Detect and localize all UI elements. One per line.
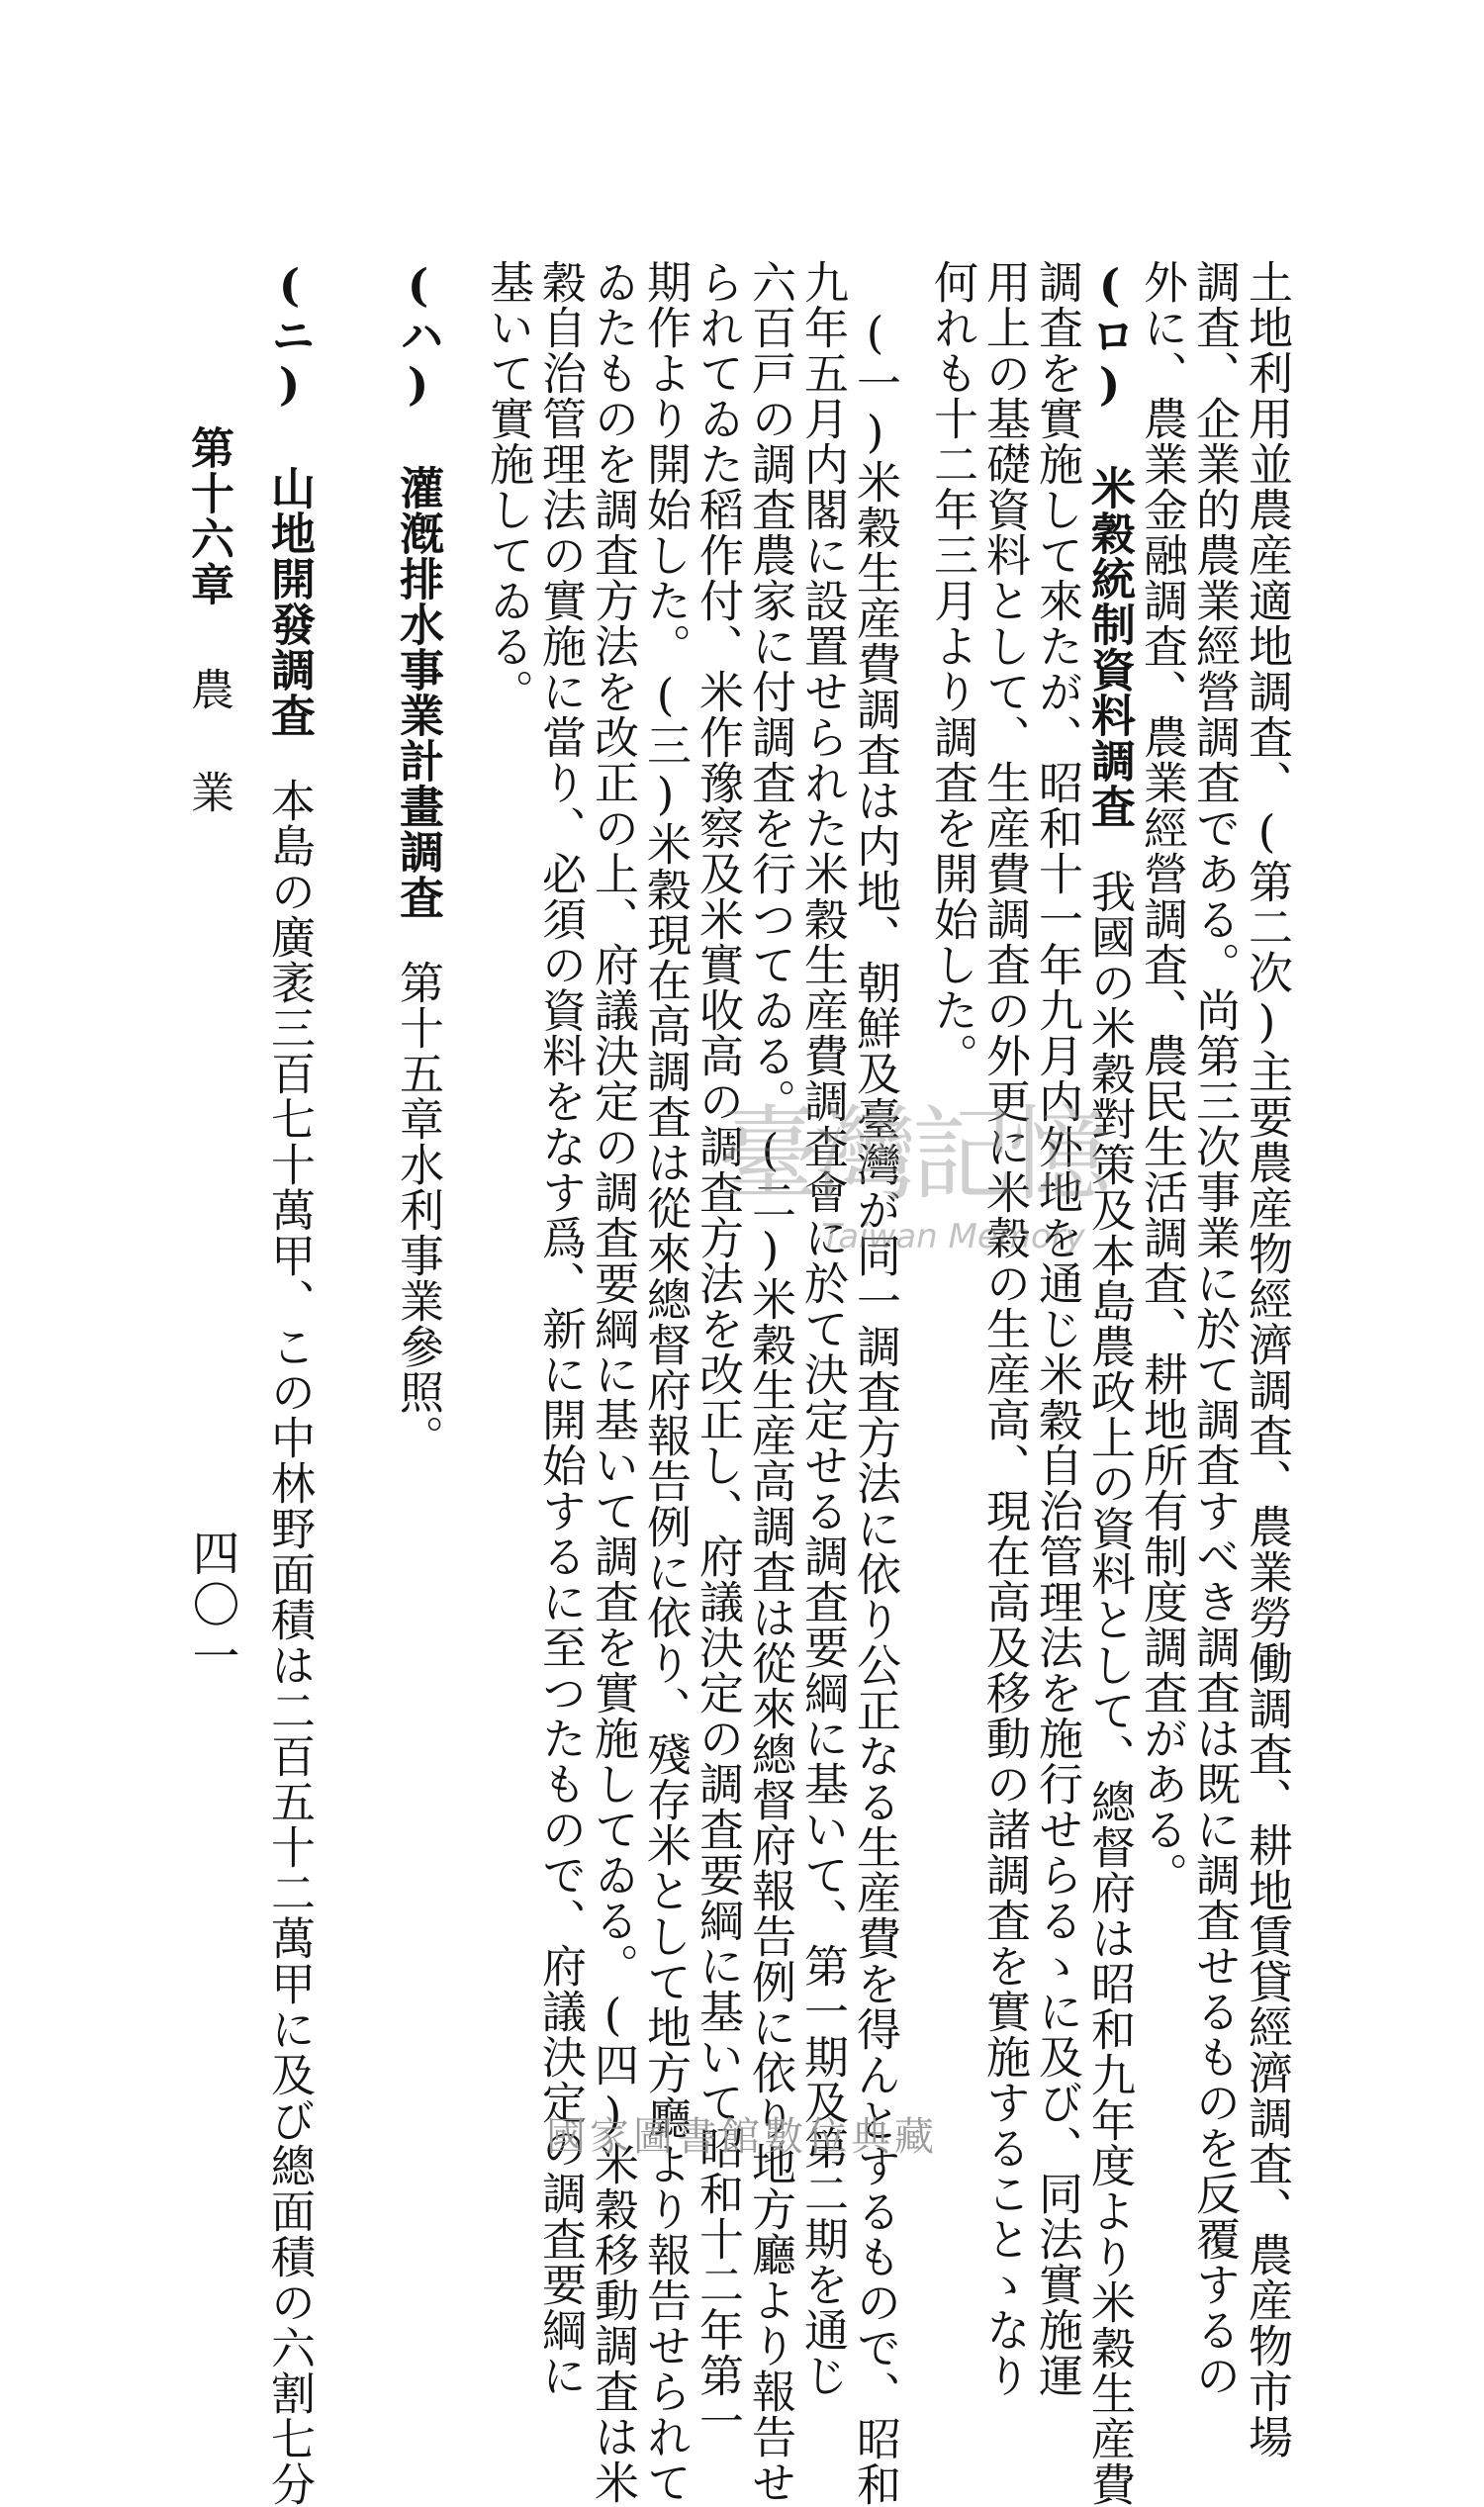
part-label-1: 農: [183, 667, 233, 710]
text-column-2: 調査、企業的農業經營調査である。尚第三次事業に於て調査すべき調査は既に調査せるものを反覆するの: [1188, 259, 1241, 2398]
text-column-8: (一)米穀生産費調査は内地、朝鮮及臺灣が同一調査方法に依り公正なる生産費を得んとするもので、昭和: [849, 307, 901, 2507]
running-head: [183, 425, 233, 2186]
text-column-14: 穀自治管理法の實施に當り、必須の資料をなす爲、新に開始するに至つたもので、府議決定の調査要綱に: [534, 259, 587, 2398]
text-column-10: 六百戸の調査農家に付調査を行つてゐる。(二)米穀生産高調査は從來總督府報告例に依り地方廳より報告せ: [744, 259, 796, 2505]
text-column-13: ゐたものを調査方法を改正の上、府議決定の調査要綱に基いて調査を實施してゐる。(四)米穀移動調査は米: [587, 259, 639, 2505]
page-number: 四〇一: [184, 1529, 239, 1683]
part-label-2: 業: [183, 770, 233, 813]
text-column-15: 基いて實施してゐる。: [482, 259, 534, 714]
column-text: 我國の米穀對策及本島農政上の資料として、總督府は昭和九年度より米穀生産費: [1083, 869, 1136, 2507]
section-heading-ha: (ハ) 灌漑排水事業計畫調査: [392, 259, 444, 920]
text-column-11: られてゐた稻作付、米作豫察及米實收高の調査方法を改正し、府議決定の調査要綱に基いて昭和十二年第一: [692, 259, 744, 2444]
text-column-17: [263, 259, 316, 2507]
watermark-english: Taiwan Memory: [821, 1217, 1085, 1256]
text-column-16: [392, 259, 444, 2020]
text-column-1: 土地利用並農産適地調査、(第二次)主要農産物經濟調査、農業勞働調査、耕地賃貸經濟調査、農産物市場: [1241, 259, 1293, 2460]
chapter-label: 第十六章: [183, 425, 233, 607]
watermark-chinese: 臺灣記憶: [717, 1094, 1106, 1215]
section-heading-ni: (ニ) 山地開發調査: [263, 259, 316, 738]
column-text: 本島の廣袤三百七十萬甲、この中林野面積は二百五十二萬甲に及び總面積の六割七分: [263, 778, 316, 2507]
column-text: 第十五章水利事業參照。: [392, 960, 444, 1460]
text-column-12: 期作より開始した。(三)米穀現在高調査は從來總督府報告例に依り、殘存米として地方廳より報告せられて: [639, 259, 692, 2505]
section-heading-ro: (ロ) 米穀統制資料調査: [1083, 259, 1136, 829]
archive-footer: 國家圖書館數位典藏: [546, 2114, 938, 2160]
text-column-6: 用上の基礎資料として、生産費調査の外更に米穀の生産高、現在高及移動の諸調査を實施することゝなり: [978, 259, 1031, 2398]
watermark-logo: [717, 1094, 1153, 1271]
text-column-3: 外に、農業金融調査、農業經營調査、農民生活調査、耕地所有制度調査がある。: [1136, 259, 1188, 1898]
text-column-7: 何れも十二年三月より調査を開始した。: [926, 259, 978, 1078]
text-column-5: 調査を實施して來たが、昭和十一年九月内外地を通じ米穀自治管理法を施行せらるゝに及び、同法實施運: [1031, 259, 1083, 2398]
text-column-9: 九年五月内閣に設置せられた米穀生産費調査會に於て決定せる調査要綱に基いて、第一期及第二期を通じ: [796, 259, 849, 2398]
